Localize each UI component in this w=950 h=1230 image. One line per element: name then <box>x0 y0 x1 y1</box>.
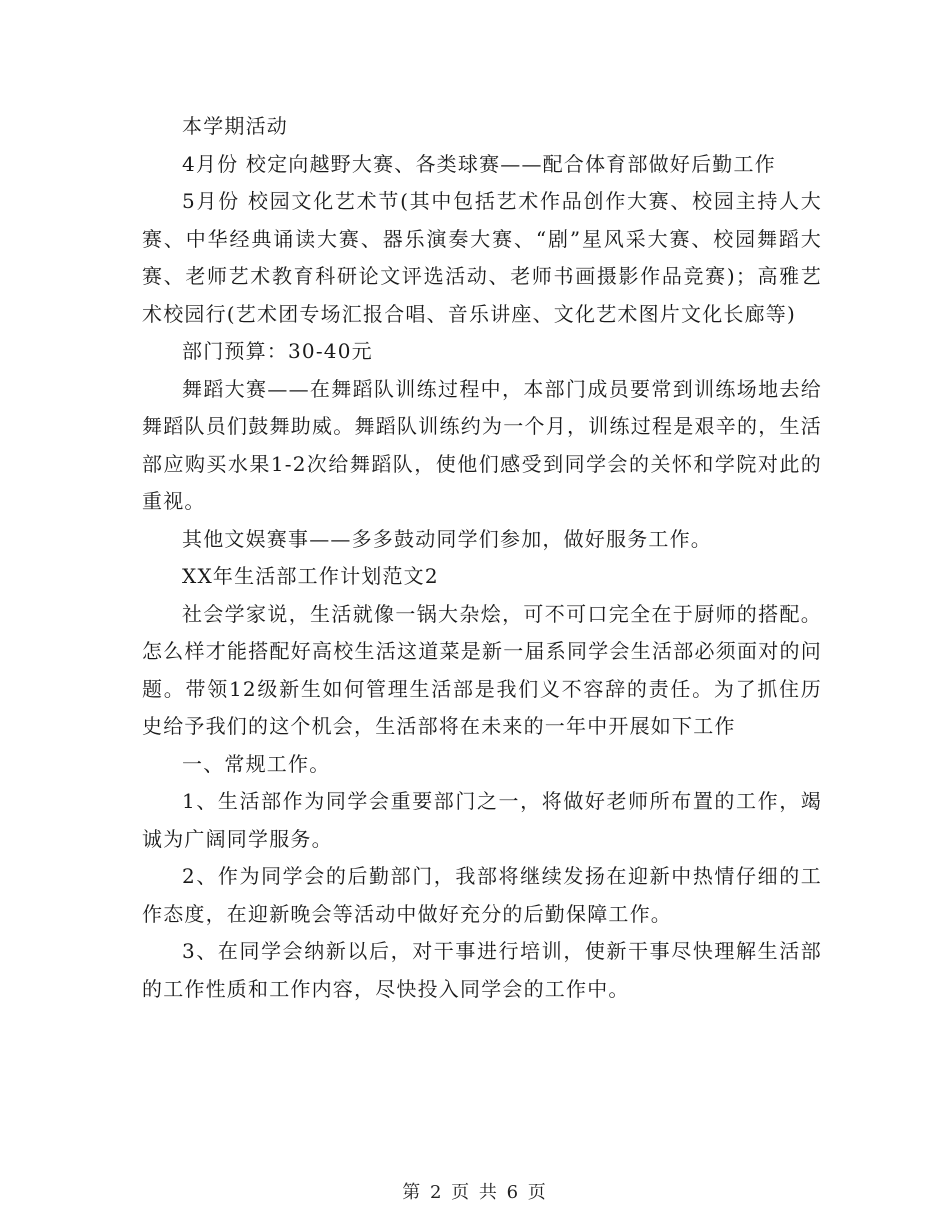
paragraph-budget: 部门预算：30-40元 <box>182 339 373 363</box>
document-body <box>142 108 822 1008</box>
section-title: XX年生活部工作计划范文2 <box>182 564 439 588</box>
paragraph-intro: 社会学家说，生活就像一锅大杂烩，可不可口完全在于厨师的搭配。怎么样才能搭配好高校生活这道菜是新一届系同学会生活部必须面对的问题。带领12级新生如何管理生活部是我们义不容辞的责任。为了抓住历史给予我们的这个机会，生活部将在未来的一年中开展如下工作 <box>142 601 822 738</box>
paragraph-item-1: 1、生活部作为同学会重要部门之一，将做好老师所布置的工作，竭诚为广阔同学服务。 <box>142 789 822 851</box>
paragraph-semester-activities: 本学期活动 <box>182 114 288 138</box>
paragraph-dance-contest: 舞蹈大赛——在舞蹈队训练过程中，本部门成员要常到训练场地去给舞蹈队员们鼓舞助威。舞蹈队训练约为一个月，训练过程是艰辛的，生活部应购买水果1-2次给舞蹈队，使他们感受到同学会的关怀和学院对此的重视。 <box>142 376 822 513</box>
paragraph-item-2: 2、作为同学会的后勤部门，我部将继续发扬在迎新中热情仔细的工作态度，在迎新晚会等活动中做好充分的后勤保障工作。 <box>142 864 822 926</box>
paragraph-april: 4月份 校定向越野大赛、各类球赛——配合体育部做好后勤工作 <box>182 151 776 176</box>
paragraph-other-events: 其他文娱赛事——多多鼓动同学们参加，做好服务工作。 <box>182 526 712 551</box>
paragraph-may: 5月份 校园文化艺术节(其中包括艺术作品创作大赛、校园主持人大赛、中华经典诵读大赛、器乐演奏大赛、“剧”星风采大赛、校园舞蹈大赛、老师艺术教育科研论文评选活动、老师书画摄影作品竞赛)；高雅艺术校园行(艺术团专场汇报合唱、音乐讲座、文化艺术图片文化长廊等) <box>142 189 822 326</box>
page-number-footer: 第 2 页 共 6 页 <box>402 1182 548 1203</box>
paragraph-routine-heading: 一、常规工作。 <box>182 751 331 776</box>
paragraph-item-3: 3、在同学会纳新以后，对干事进行培训，使新干事尽快理解生活部的工作性质和工作内容，尽快投入同学会的工作中。 <box>142 939 822 1001</box>
